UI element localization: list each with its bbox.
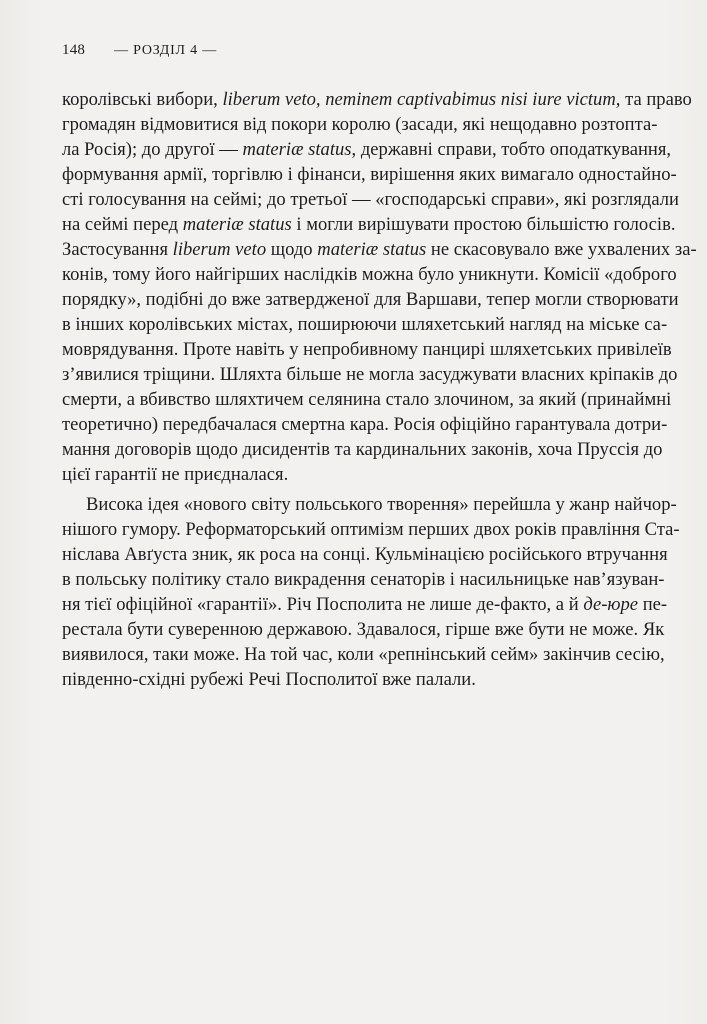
text-line: [62, 87, 692, 112]
text-run: сті голосування на сеймі; до третьої — «господарські справи», які розглядали: [62, 189, 679, 210]
text-line: [62, 187, 679, 212]
text-run: рестала бути суверенною державою. Здавалося, гірше вже бути не може. Як: [62, 619, 665, 640]
text-run: та право: [620, 89, 692, 110]
text-run: мання договорів щодо дисидентів та кардинальних законів, хоча Пруссія до: [62, 439, 663, 460]
text-run: не скасовувало вже ухвалених за-: [426, 239, 697, 260]
text-line: [62, 112, 658, 137]
text-line: [62, 437, 663, 462]
text-run: формування армії, торгівлю і фінанси, вирішення яких вимагало одностайно-: [62, 164, 677, 185]
text-line: [62, 287, 679, 312]
text-line: [62, 542, 668, 567]
text-run: на сеймі перед: [62, 214, 183, 235]
text-run: і могли вирішувати простою більшістю голосів.: [291, 214, 676, 235]
text-line: [62, 212, 676, 237]
text-run: в інших королівських містах, поширюючи шляхетський нагляд на міське са-: [62, 314, 668, 335]
chapter-label: — РОЗДІЛ 4 —: [114, 43, 218, 58]
text-line: [62, 412, 668, 437]
italic-term: materiæ status: [317, 239, 427, 260]
paragraph: [62, 492, 680, 692]
text-run: моврядування. Проте навіть у непробивному панцирі шляхетських привілеїв: [62, 339, 672, 360]
text-line: [62, 567, 665, 592]
text-run: цієї гарантії не приєдналася.: [62, 464, 289, 485]
text-run: королівські вибори,: [62, 89, 223, 110]
italic-term: materiæ status: [242, 139, 352, 160]
text-line: [62, 492, 677, 517]
text-line: [62, 337, 672, 362]
text-line: [62, 642, 665, 667]
text-run: теоретично) передбачалася смертна кара. Росія офіційно гарантувала дотри-: [62, 414, 668, 435]
running-head: [62, 42, 217, 59]
paragraph: [62, 87, 697, 487]
italic-term: liberum veto: [172, 239, 267, 260]
text-run: Застосування: [62, 239, 173, 260]
text-line: [62, 237, 697, 262]
italic-term: де-юре: [583, 594, 639, 615]
text-line: [62, 137, 672, 162]
italic-term: materiæ status: [182, 214, 292, 235]
text-line: [62, 362, 678, 387]
text-run: пе-: [638, 594, 668, 615]
text-run: порядку», подібні до вже затвердженої для Варшави, тепер могли створювати: [62, 289, 679, 310]
text-run: нішого гумору. Реформаторський оптимізм перших двох років правління Ста-: [62, 519, 680, 540]
text-run: смерти, а вбивство шляхтичем селянина стало злочином, за який (принаймні: [62, 389, 672, 410]
text-line: [62, 162, 677, 187]
italic-term: liberum veto, neminem captivabimus nisi iure victum,: [222, 89, 621, 110]
page-number: 148: [62, 42, 86, 58]
text-run: в польську політику стало викрадення сенаторів і насильницьке нав’язуван-: [62, 569, 665, 590]
text-run: щодо: [266, 239, 318, 260]
text-run: ла Росія); до другої —: [62, 139, 243, 160]
text-line: [62, 462, 642, 487]
text-run: ніслава Авґуста зник, як роса на сонці. Кульмінацією російського втручання: [62, 544, 668, 565]
text-line: [62, 312, 668, 337]
text-line: [62, 592, 668, 617]
text-line: [62, 262, 677, 287]
text-run: виявилося, таки може. На той час, коли «репнінський сейм» закінчив сесію,: [62, 644, 665, 665]
text-line: [62, 667, 642, 692]
text-run: громадян відмовитися від покори королю (засади, які нещодавно розтопта-: [62, 114, 658, 135]
text-run: конів, тому його найгірших наслідків можна було уникнути. Комісії «доброго: [62, 264, 677, 285]
text-run: , державні справи, тобто оподаткування,: [351, 139, 672, 160]
text-run: південно-східні рубежі Речі Посполитої вже палали.: [62, 669, 476, 690]
text-line: [62, 517, 680, 542]
text-run: Висока ідея «нового світу польського творення» перейшла у жанр найчор-: [86, 494, 677, 515]
text-line: [62, 387, 672, 412]
text-run: ня тієї офіційної «гарантії». Річ Посполита не лише де-факто, а й: [62, 594, 584, 615]
body-text: [62, 87, 697, 692]
text-run: з’явилися тріщини. Шляхта більше не могла засуджувати власних кріпаків до: [62, 364, 678, 385]
text-line: [62, 617, 665, 642]
